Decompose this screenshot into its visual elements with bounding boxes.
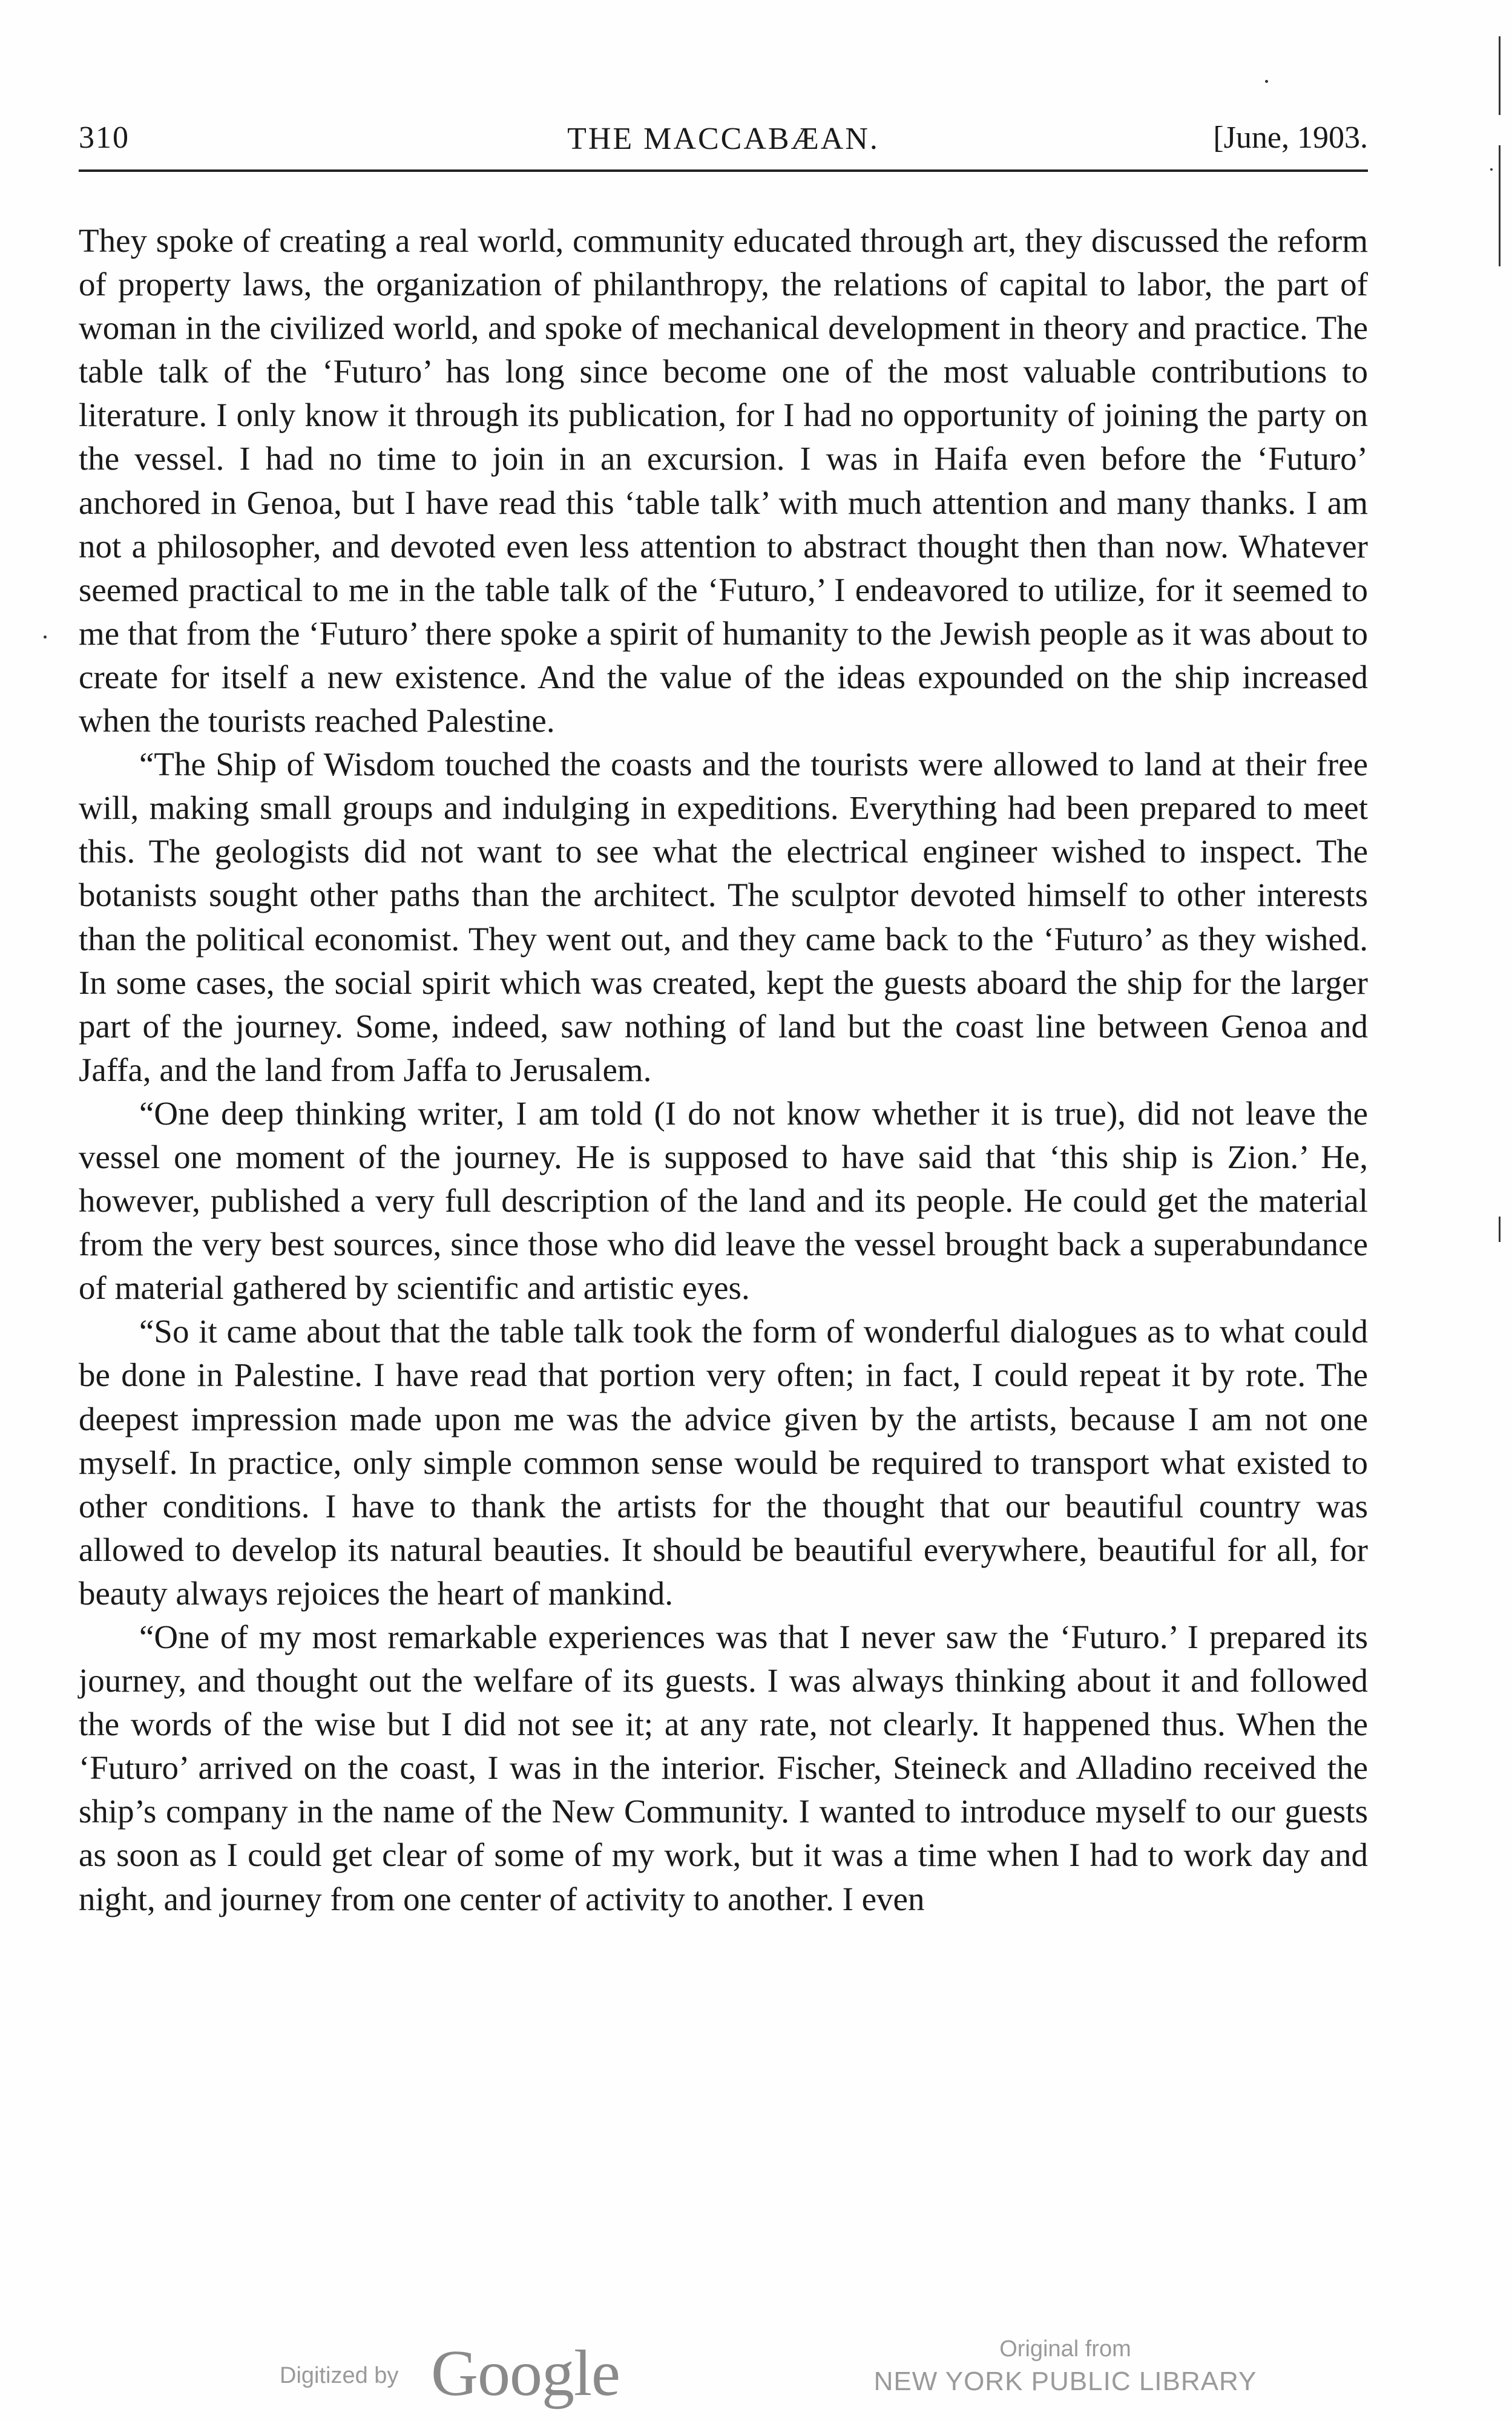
scan-speck bbox=[1490, 168, 1493, 171]
page-number: 310 bbox=[79, 120, 130, 155]
running-head bbox=[79, 114, 1368, 168]
google-logo: Google bbox=[431, 2337, 620, 2410]
scan-edge-mark bbox=[1499, 36, 1500, 115]
scan-speck bbox=[44, 636, 47, 639]
digitized-by-google bbox=[280, 2336, 631, 2410]
original-source bbox=[872, 2334, 1259, 2399]
digitized-by-label: Digitized by bbox=[280, 2363, 399, 2388]
scan-edge-mark bbox=[1499, 1217, 1500, 1242]
library-name: NEW YORK PUBLIC LIBRARY bbox=[873, 2367, 1257, 2396]
scan-speck bbox=[1265, 80, 1268, 83]
paragraph: “One of my most remarkable experiences was that I never saw the ‘Futuro.’ I prepared its journey, and thought out the welfare of its guests. I was always thinking about it and followed the words of the wise but I did not see it; at any rate, not clearly. It happened thus. When the ‘Futuro’ arrived on the coast, I was in the interior. Fischer, Steineck and Alladino received the ship’s company in the name of the New Community. I wanted to introduce myself to our guests as soon as I could get clear of some of my work, but it was a time when I had to work day and night, and journey from one center of activity to another. I even bbox=[79, 1618, 1368, 1917]
paragraph: They spoke of creating a real world, community educated through art, they discussed the reform of property laws, the organization of philanthropy, the relations of capital to labor, the part of woman in the civilized world, and spoke of mechanical development in theory and practice. The table talk of the ‘Futuro’ has long since become one of the most valuable contributions to literature. I only know it through its publication, for I had no opportunity of joining the party on the vessel. I had no time to join in an excursion. I was in Haifa even before the ‘Futuro’ anchored in Genoa, but I have read this ‘table talk’ with much attention and many thanks. I am not a philosopher, and devoted even less attention to abstract thought then than now. Whatever seemed practical to me in the table talk of the ‘Futuro,’ I endeavored to utilize, for it seemed to me that from the ‘Futuro’ there spoke a spirit of humanity to the Jewish people as it was about to create for itself a new existence. And the value of the ideas expounded on the ship increased when the tourists reached Palestine. bbox=[79, 222, 1368, 740]
paragraph: “The Ship of Wisdom touched the coasts and the tourists were allowed to land at their free will, making small groups and indulging in expeditions. Everything had been prepared to meet this. The geologists did not want to see what the electrical engineer wished to inspect. The botanists sought other paths than the architect. The sculptor devoted himself to other interests than the political economist. They went out, and they came back to the ‘Futuro’ as they wished. In some cases, the social spirit which was created, kept the guests aboard the ship for the larger part of the journey. Some, indeed, saw nothing of land but the coast line between Genoa and Jaffa, and the land from Jaffa to Jerusalem. bbox=[79, 746, 1368, 1088]
body-text bbox=[79, 219, 1368, 1921]
journal-title: THE MACCABÆAN. bbox=[567, 122, 879, 156]
scan-edge-mark bbox=[1499, 145, 1500, 266]
paragraph: “So it came about that the table talk took the form of wonderful dialogues as to what could be done in Palestine. I have read that portion very often; in fact, I could repeat it by rote. The deepest impression made upon me was the advice given by the artists, because I am not one myself. In practice, only simple common sense would be required to transport what existed to other conditions. I have to thank the artists for the thought that our beautiful country was allowed to develop its natural beauties. It should be beautiful everywhere, beautiful for all, for beauty always rejoices the heart of mankind. bbox=[79, 1313, 1368, 1612]
header-rule bbox=[79, 169, 1368, 172]
issue-date: [June, 1903. bbox=[1213, 120, 1368, 155]
paragraph: “One deep thinking writer, I am told (I do not know whether it is true), did not leave the vessel one moment of the journey. He is supposed to have said that ‘this ship is Zion.’ He, however, published a very full description of the land and its people. He could get the material from the very best sources, since those who did leave the vessel brought back a superabundance of material gathered by scientific and artistic eyes. bbox=[79, 1094, 1368, 1307]
original-from-label: Original from bbox=[999, 2336, 1131, 2362]
